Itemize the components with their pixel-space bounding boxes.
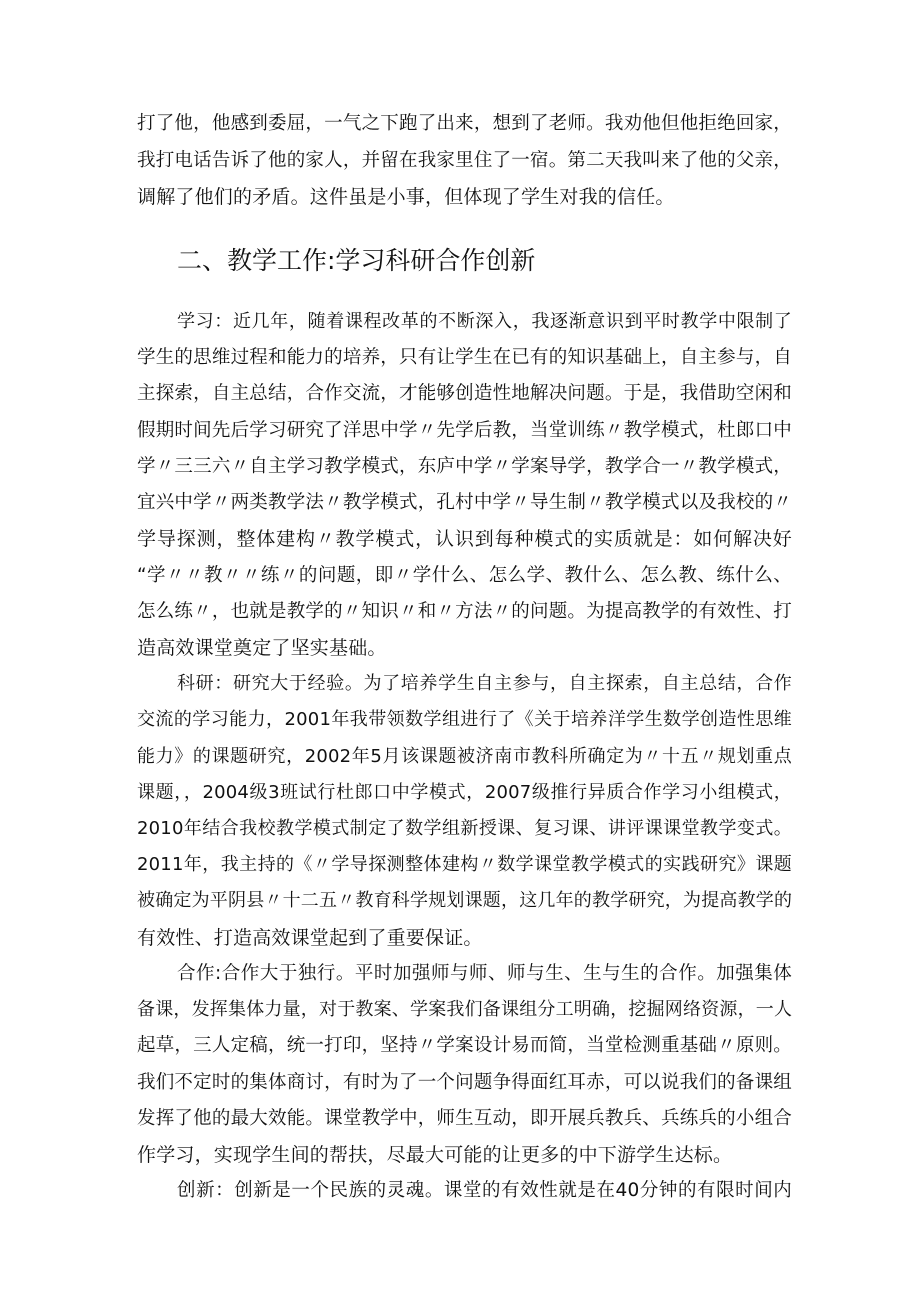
text-line: 科研：研究大于经验。为了培养学生自主参与，自主探索，自主总结，合作 <box>177 673 792 694</box>
text-line: 被确定为平阴县〃十二五〃教育科学规划课题，这几年的教学研究，为提高教学的 <box>137 890 793 911</box>
text-line: 有效性、打造高效课堂起到了重要保证。 <box>137 927 483 949</box>
text-line: 我们不定时的集体商讨，有时为了一个问题争得面红耳赤，可以说我们的备课组 <box>137 1072 792 1093</box>
text-line: 学导探测，整体建构〃教学模式，认识到每种模式的实质就是：如何解决好 <box>137 528 792 550</box>
text-line: 学生的思维过程和能力的培养，只有让学生在已有的知识基础上，自主参与，自 <box>137 347 792 368</box>
text-line: 交流的学习能力，2001年我带领数学组进行了《关于培养洋学生数学创造性思维 <box>137 709 792 730</box>
text-line: 作学习，实现学生间的帮扶，尽最大可能的让更多的中下游学生达标。 <box>137 1144 733 1166</box>
text-line: 调解了他们的矛盾。这件虽是小事，但体现了学生对我的信任。 <box>137 186 675 208</box>
text-line: 怎么练〃，也就是教学的〃知识〃和〃方法〃的问题。为提高教学的有效性、打 <box>137 601 792 622</box>
text-line: 起草，三人定稿，统一打印，坚持〃学案设计易而简，当堂检测重基础〃原则。 <box>137 1035 792 1056</box>
text-line: 主探索，自主总结，合作交流，才能够创造性地解决问题。于是，我借助空闲和 <box>137 383 792 404</box>
text-line: 学〃三三六〃自主学习教学模式，东庐中学〃学案导学，教学合一〃教学模式， <box>137 456 792 477</box>
text-line: 发挥了他的最大效能。课堂教学中，师生互动，即开展兵教兵、兵练兵的小组合 <box>137 1108 792 1129</box>
text-line: 2011年，我主持的《〃学导探测整体建构〃数学课堂教学模式的实践研究》课题 <box>137 854 792 875</box>
text-line: “学〃〃教〃〃练〃的问题，即〃学什么、怎么学、教什么、怎么教、练什么、 <box>137 565 792 586</box>
text-line: 宜兴中学〃两类教学法〃教学模式，孔村中学〃导生制〃教学模式以及我校的〃 <box>137 492 792 513</box>
text-line: 我打电话告诉了他的家人，并留在我家里住了一宿。第二天我叫来了他的父亲， <box>137 150 792 171</box>
text-line: 造高效课堂奠定了坚实基础。 <box>137 637 387 659</box>
text-line: 学习：近几年，随着课程改革的不断深入，我逐渐意识到平时教学中限制了 <box>177 311 792 332</box>
text-line: 创新：创新是一个民族的灵魂。课堂的有效性就是在40分钟的有限时间内 <box>177 1180 792 1201</box>
text-line: 合作:合作大于独行。平时加强师与师、师与生、生与生的合作。加强集体 <box>177 963 792 984</box>
text-line: 打了他，他感到委屈，一气之下跑了出来，想到了老师。我劝他但他拒绝回家， <box>137 113 792 134</box>
text-line: 假期时间先后学习研究了洋思中学〃先学后教，当堂训练〃教学模式，杜郎口中 <box>137 420 792 441</box>
text-line: 2010年结合我校教学模式制定了数学组新授课、复习课、讲评课课堂教学变式。 <box>137 818 792 839</box>
text-line: 课题，，2004级3班试行杜郎口中学模式，2007级推行异质合作学习小组模式， <box>137 782 792 803</box>
section-heading: 二、教学工作:学习科研合作创新 <box>177 246 536 275</box>
text-line: 备课，发挥集体力量，对于教案、学案我们备课组分工明确，挖掘网络资源，一人 <box>137 999 793 1020</box>
text-line: 能力》的课题研究，2002年5月该课题被济南市教科所确定为〃十五〃规划重点 <box>137 746 792 767</box>
